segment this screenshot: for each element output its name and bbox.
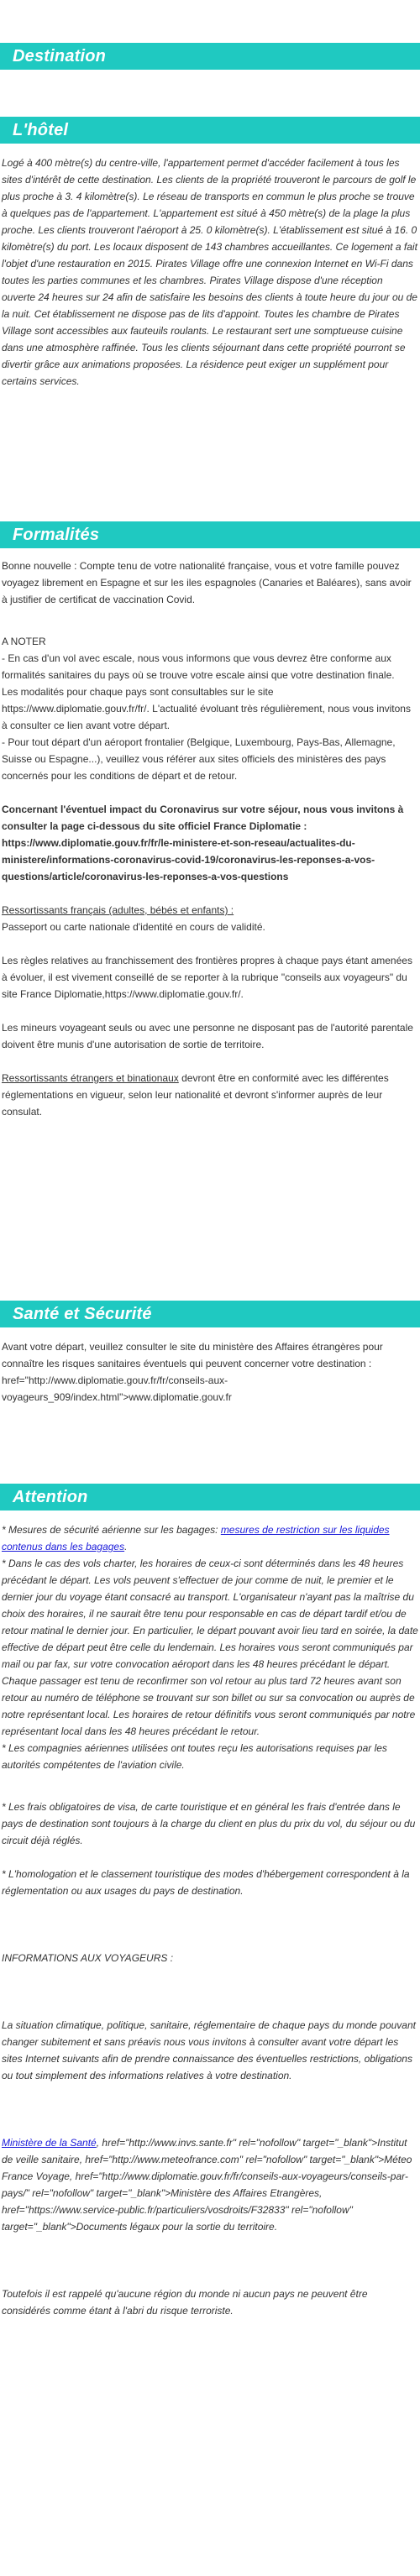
formalites-etrangers xyxy=(2,1070,418,1120)
attention-vols: * Dans le cas des vols charter, les horaires de ceux-ci sont déterminés dans les 48 heures précédant le départ. Les vols peuvent s'effectuer de jour comme de nuit, le premier et le dernier jour du voyage étant consacré au transport. L'organisateur n'ayant pas la maîtrise du choix des horaires, il ne saurait être tenu pour responsable en cas de départ tardif et/ou de retour matinal le dernier jour. En particulier, le départ pouvant avoir lieu tard en soirée, la date effective de départ peut être celle du lendemain. Les horaires vous seront communiqués par mail ou par fax, sur votre convocation aéroport dans les 48 heures précédant le départ. Chaque passager est tenu de reconfirmer son vol retour au plus tard 72 heures avant son retour au numéro de téléphone se trouvant sur son billet ou sur sa convocation ou auprès de notre représentant local. Les horaires de retour définitifs vous seront communiqués par notre représentant local dans les 48 heures précédant le retour. xyxy=(2,1558,418,1737)
formalites-etrangers-heading: Ressortissants étrangers et binationaux xyxy=(2,1072,179,1084)
attention-content xyxy=(0,1521,420,2319)
section-title-sante xyxy=(0,1301,420,1327)
attention-title: Attention xyxy=(13,1488,88,1506)
attention-bagages-suffix: . xyxy=(124,1541,128,1552)
formalites-note-escale: - En cas d'un vol avec escale, nous vous informons que vous devrez être conforme aux formalités sanitaires du pays où se trouve votre escale ainsi que votre destination finale. xyxy=(2,652,395,681)
formalites-etrangers-text: devront être en conformité avec les différentes réglementations en vigueur, selon leur nationalité et devront s'informer auprès de leur consulat. xyxy=(2,1072,389,1118)
sante-text: Avant votre départ, veuillez consulter le site du ministère des Affaires étrangères pour connaître les risques sanitaires éventuels qui peuvent concerner votre destination : href="http://www.diplomatie.gouv.fr/fr/conseils-aux-voyageurs_909/index.html">www.diplomatie.gouv.fr xyxy=(2,1341,383,1403)
formalites-content xyxy=(0,558,420,1120)
bagages-restriction-link[interactable]: mesures de restriction sur les liquides contenus dans les bagages xyxy=(2,1524,390,1552)
formalites-regles: Les règles relatives au franchissement des frontières propres à chaque pays étant amenées à évoluer, il est vivement conseillé de se reporter à la rubrique "conseils aux voyageurs" du site France Diplomatie,https://www.diplomatie.gouv.fr/. xyxy=(2,955,412,1000)
formalites-intro: Bonne nouvelle : Compte tenu de votre nationalité française, vous et votre famille pouvez voyagez librement en Espagne et sur les iles espagnoles (Canaries et Baléares), sans avoir à justifier de certificat de vaccination Covid. xyxy=(2,560,412,605)
formalites-note-modalites: Les modalités pour chaque pays sont consultables sur le site https://www.diplomatie.gouv.fr/fr/. L'actualité évoluant très régulièrement, nous vous invitons à consulter ce lien avant votre départ. xyxy=(2,686,411,731)
hotel-title: L'hôtel xyxy=(13,121,69,139)
section-title-formalites xyxy=(0,521,420,548)
formalites-fr-text: Passeport ou carte nationale d'identité en cours de validité. xyxy=(2,921,265,933)
formalites-note-frontalier: - Pour tout départ d'un aéroport frontalier (Belgique, Luxembourg, Pays-Bas, Allemagne, Suisse ou Espagne...), veuillez vous référer aux sites officiels des ministères des pays concernés pour les conditions de départ et de retour. xyxy=(2,736,396,782)
hotel-description xyxy=(0,154,420,390)
sante-content xyxy=(0,1338,420,1406)
attention-homologation: * L'homologation et le classement touristique des modes d'hébergement correspondent à la réglementation ou aux usages du pays de destination. xyxy=(2,1868,410,1897)
attention-situation: La situation climatique, politique, sanitaire, réglementaire de chaque pays du monde pouvant changer subitement et sans préavis nous vous invitons à consulter avant votre départ les sites Internet suivants afin de prendre connaissance des éventuelles restrictions, obligations ou tout simplement des informations relatives à votre destination. xyxy=(2,2019,416,2081)
formalites-note-label: A NOTER xyxy=(2,636,46,647)
sante-title: Santé et Sécurité xyxy=(13,1305,152,1323)
hotel-description-text: Logé à 400 mètre(s) du centre-ville, l'appartement permet d'accéder facilement à tous les sites d'intérêt de cette destination. Les clients de la propriété trouveront le parcours de golf le plus proche à 3. 4 kilomètre(s). Le réseau de transports en commun le plus proche se trouve à quelques pas de l'appartement. L'appartement est situé à 450 mètre(s) de la plage la plus proche. Les clients trouveront l'aéroport à 25. 0 kilomètre(s). L'établissement est situé à 16. 0 kilomètre(s) du port. Les locaux disposent de 143 chambres accueillantes. Ce logement a fait l'objet d'une restauration en 2015. Pirates Village offre une connexion Internet en Wi-Fi dans toutes les parties communes et les chambres. Pirates Village dispose d'une réception ouverte 24 heures sur 24 afin de satisfaire les besoins des clients à toute heure du jour ou de la nuit. Cet établissement ne dispose pas de lits d'appoint. Toutes les chambre de Pirates Village sont accessibles aux fauteuils roulants. Le restaurant sert une somptueuse cuisine dans une atmosphère raffinée. Tous les clients séjournant dans cette propriété pourront se divertir grâce aux animations proposées. La résidence peut exiger un supplément pour certains services. xyxy=(2,157,417,387)
section-title-destination xyxy=(0,43,420,70)
attention-bagages xyxy=(2,1521,418,1555)
attention-infos-heading: INFORMATIONS AUX VOYAGEURS : xyxy=(2,1952,174,1964)
formalites-title: Formalités xyxy=(13,526,100,544)
attention-toutefois: Toutefois il est rappelé qu'aucune région du monde ni aucun pays ne peuvent être considérés comme étant à l'abri du risque terroriste. xyxy=(2,2288,368,2317)
attention-ministere xyxy=(2,2134,418,2235)
attention-frais: * Les frais obligatoires de visa, de carte touristique et en général les frais d'entrée dans le pays de destination sont toujours à la charge du client en plus du prix du vol, du séjour ou du circuit déjà réglés. xyxy=(2,1801,416,1846)
ministere-sante-link[interactable]: Ministère de la Santé xyxy=(2,2137,97,2149)
formalites-coronavirus-notice: Concernant l'éventuel impact du Coronavirus sur votre séjour, nous vous invitons à consulter la page ci-dessous du site officiel France Diplomatie : https://www.diplomatie.gouv.fr/fr/le-ministere-et-son-reseau/actualites-du-ministere/informations-coronavirus-covid-19/coronavirus-les-reponses-a-vos-questions/article/coronavirus-les-reponses-a-vos-questions xyxy=(2,804,404,882)
section-title-attention xyxy=(0,1484,420,1511)
formalites-fr-heading: Ressortissants français (adultes, bébés et enfants) : xyxy=(2,904,234,916)
section-title-hotel xyxy=(0,117,420,144)
formalites-mineurs: Les mineurs voyageant seuls ou avec une personne ne disposant pas de l'autorité parentale doivent être munis d'une autorisation de sortie de territoire. xyxy=(2,1022,413,1050)
attention-bagages-prefix: * Mesures de sécurité aérienne sur les bagages: xyxy=(2,1524,221,1536)
destination-title: Destination xyxy=(13,47,107,65)
attention-compagnies: * Les compagnies aériennes utilisées ont toutes reçu les autorisations requises par les autorités compétentes de l'aviation civile. xyxy=(2,1742,387,1771)
attention-ministere-rest: , href="http://www.invs.sante.fr" rel="nofollow" target="_blank">Institut de veille sanitaire, href="http://www.meteofrance.com" rel="nofollow" target="_blank">Méteo France Voyage, href="http://www.diplomatie.gouv.fr/fr/conseils-aux-voyageurs/conseils-par-pays/" rel="nofollow" target="_blank">Ministère des Affaires Etrangères, href="https://www.service-public.fr/particuliers/vosdroits/F32833" rel="nofollow" target="_blank">Documents légaux pour la sortie du territoire. xyxy=(2,2137,412,2233)
